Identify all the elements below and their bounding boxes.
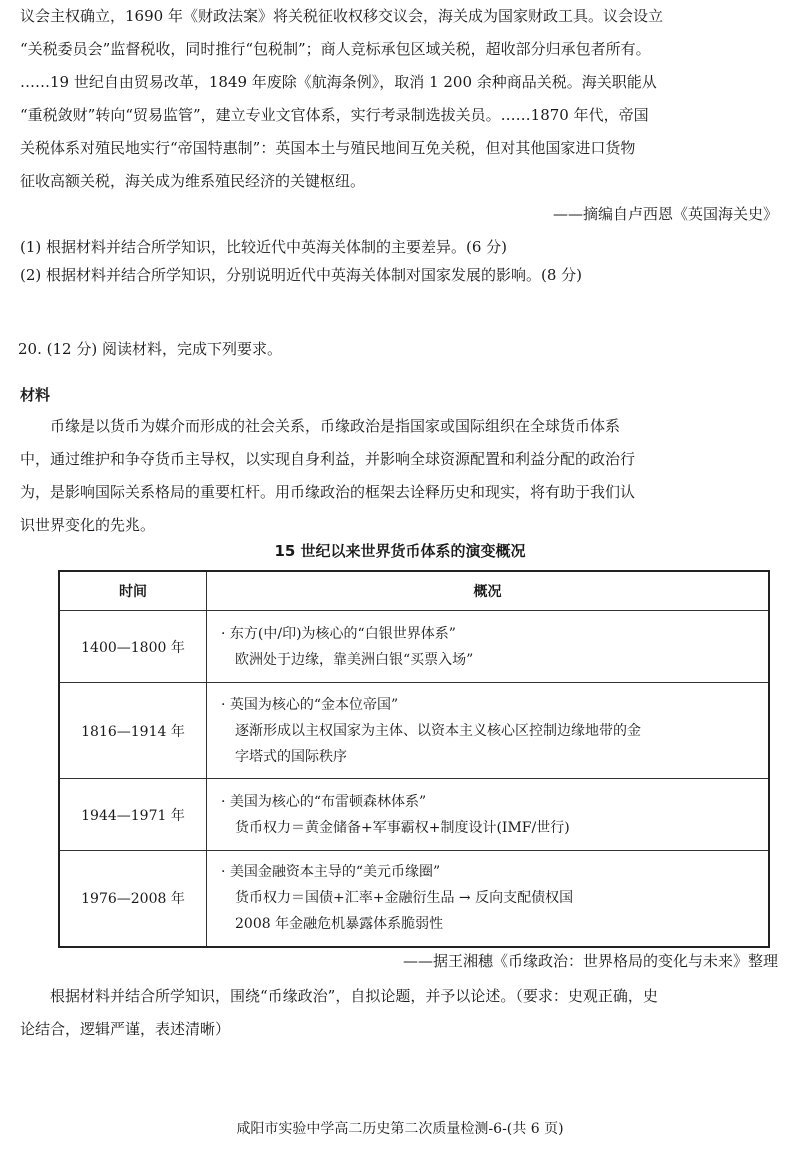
overview-line: · 东方(中/印)为核心的“白银世界体系” (221, 625, 456, 642)
table-row (59, 683, 769, 779)
overview-line: · 美国金融资本主导的“美元币缘圈” (221, 864, 441, 881)
table-header-row (59, 571, 769, 611)
intro-line: 征收高额关税，海关成为维系殖民经济的关键枢纽。 (20, 172, 366, 190)
overview-line: 逐渐形成以主权国家为主体、以资本主义核心区控制边缘地带的金 (235, 722, 641, 739)
q20-passage-line: 中，通过维护和争夺货币主导权，以实现自身利益，并影响全球资源配置和利益分配的政治行 (20, 450, 636, 468)
q20-passage-line: 为，是影响国际关系格局的重要杠杆。用币缘政治的框架去诠释历史和现实，将有助于我们认 (20, 483, 636, 501)
question-19-2: (2) 根据材料并结合所学知识，分别说明近代中英海关体制对国家发展的影响。(8 分) (20, 266, 583, 284)
requirement-line: 根据材料并结合所学知识，围绕“币缘政治”，自拟论题，并予以论述。（要求：史观正确，史 (50, 987, 658, 1005)
q20-requirement (20, 980, 780, 1046)
intro-line: 议会主权确立，1690 年《财政法案》将关税征收权移交议会，海关成为国家财政工具。议会设立 (20, 7, 663, 25)
question-19-1: (1) 根据材料并结合所学知识，比较近代中英海关体制的主要差异。(6 分) (20, 238, 508, 256)
table-row (59, 611, 769, 683)
table-row (59, 779, 769, 851)
requirement-line: 论结合，逻辑严谨，表述清晰） (20, 1020, 231, 1038)
row-overview (207, 611, 770, 683)
row-time: 1944—1971 年 (59, 779, 207, 851)
material-label: 材料 (20, 386, 51, 404)
table-source: ——据王湘穗《币缘政治：世界格局的变化与未来》整理 (402, 952, 778, 970)
overview-line: 货币权力＝黄金储备+军事霸权+制度设计(IMF/世行) (235, 819, 570, 836)
table-title: 15 世纪以来世界货币体系的演变概况 (274, 542, 526, 560)
overview-line: · 英国为核心的“金本位帝国” (221, 696, 399, 713)
intro-passage (20, 0, 780, 198)
intro-source: ——摘编自卢西恩《英国海关史》 (552, 205, 778, 223)
row-time: 1400—1800 年 (59, 611, 207, 683)
intro-line: 关税体系对殖民地实行“帝国特惠制”：英国本土与殖民地间互免关税，但对其他国家进口货物 (20, 139, 636, 157)
monetary-system-table (58, 570, 770, 948)
q20-passage-line: 币缘是以货币为媒介而形成的社会关系，币缘政治是指国家或国际组织在全球货币体系 (50, 417, 621, 435)
intro-line: “关税委员会”监督税收，同时推行“包税制”；商人竞标承包区域关税，超收部分归承包者所有。 (20, 40, 651, 58)
overview-line: 2008 年金融危机暴露体系脆弱性 (235, 916, 444, 933)
page-footer: 咸阳市实验中学高二历史第二次质量检测-6-(共 6 页) (236, 1121, 564, 1137)
row-overview (207, 851, 770, 947)
header-time: 时间 (59, 571, 207, 611)
row-time: 1816—1914 年 (59, 683, 207, 779)
row-time: 1976—2008 年 (59, 851, 207, 947)
intro-line: “重税敛财”转向“贸易监管”，建立专业文官体系，实行考录制选拔关员。……1870 年代，帝国 (20, 106, 649, 124)
overview-line: 欧洲处于边缘，靠美洲白银“买票入场” (235, 651, 474, 668)
intro-line: ……19 世纪自由贸易改革，1849 年废除《航海条例》，取消 1 200 余种商品关税。海关职能从 (20, 73, 657, 91)
q20-passage-line: 识世界变化的先兆。 (20, 516, 156, 534)
header-overview: 概况 (207, 571, 770, 611)
row-overview (207, 779, 770, 851)
overview-line: 字塔式的国际秩序 (235, 748, 347, 765)
table-row (59, 851, 769, 947)
question-20-heading: 20. (12 分) 阅读材料，完成下列要求。 (18, 340, 282, 358)
q20-passage (20, 410, 780, 542)
overview-line: 货币权力＝国债+汇率+金融衍生品 → 反向支配债权国 (235, 890, 574, 907)
overview-line: · 美国为核心的“布雷顿森林体系” (221, 793, 427, 810)
row-overview (207, 683, 770, 779)
